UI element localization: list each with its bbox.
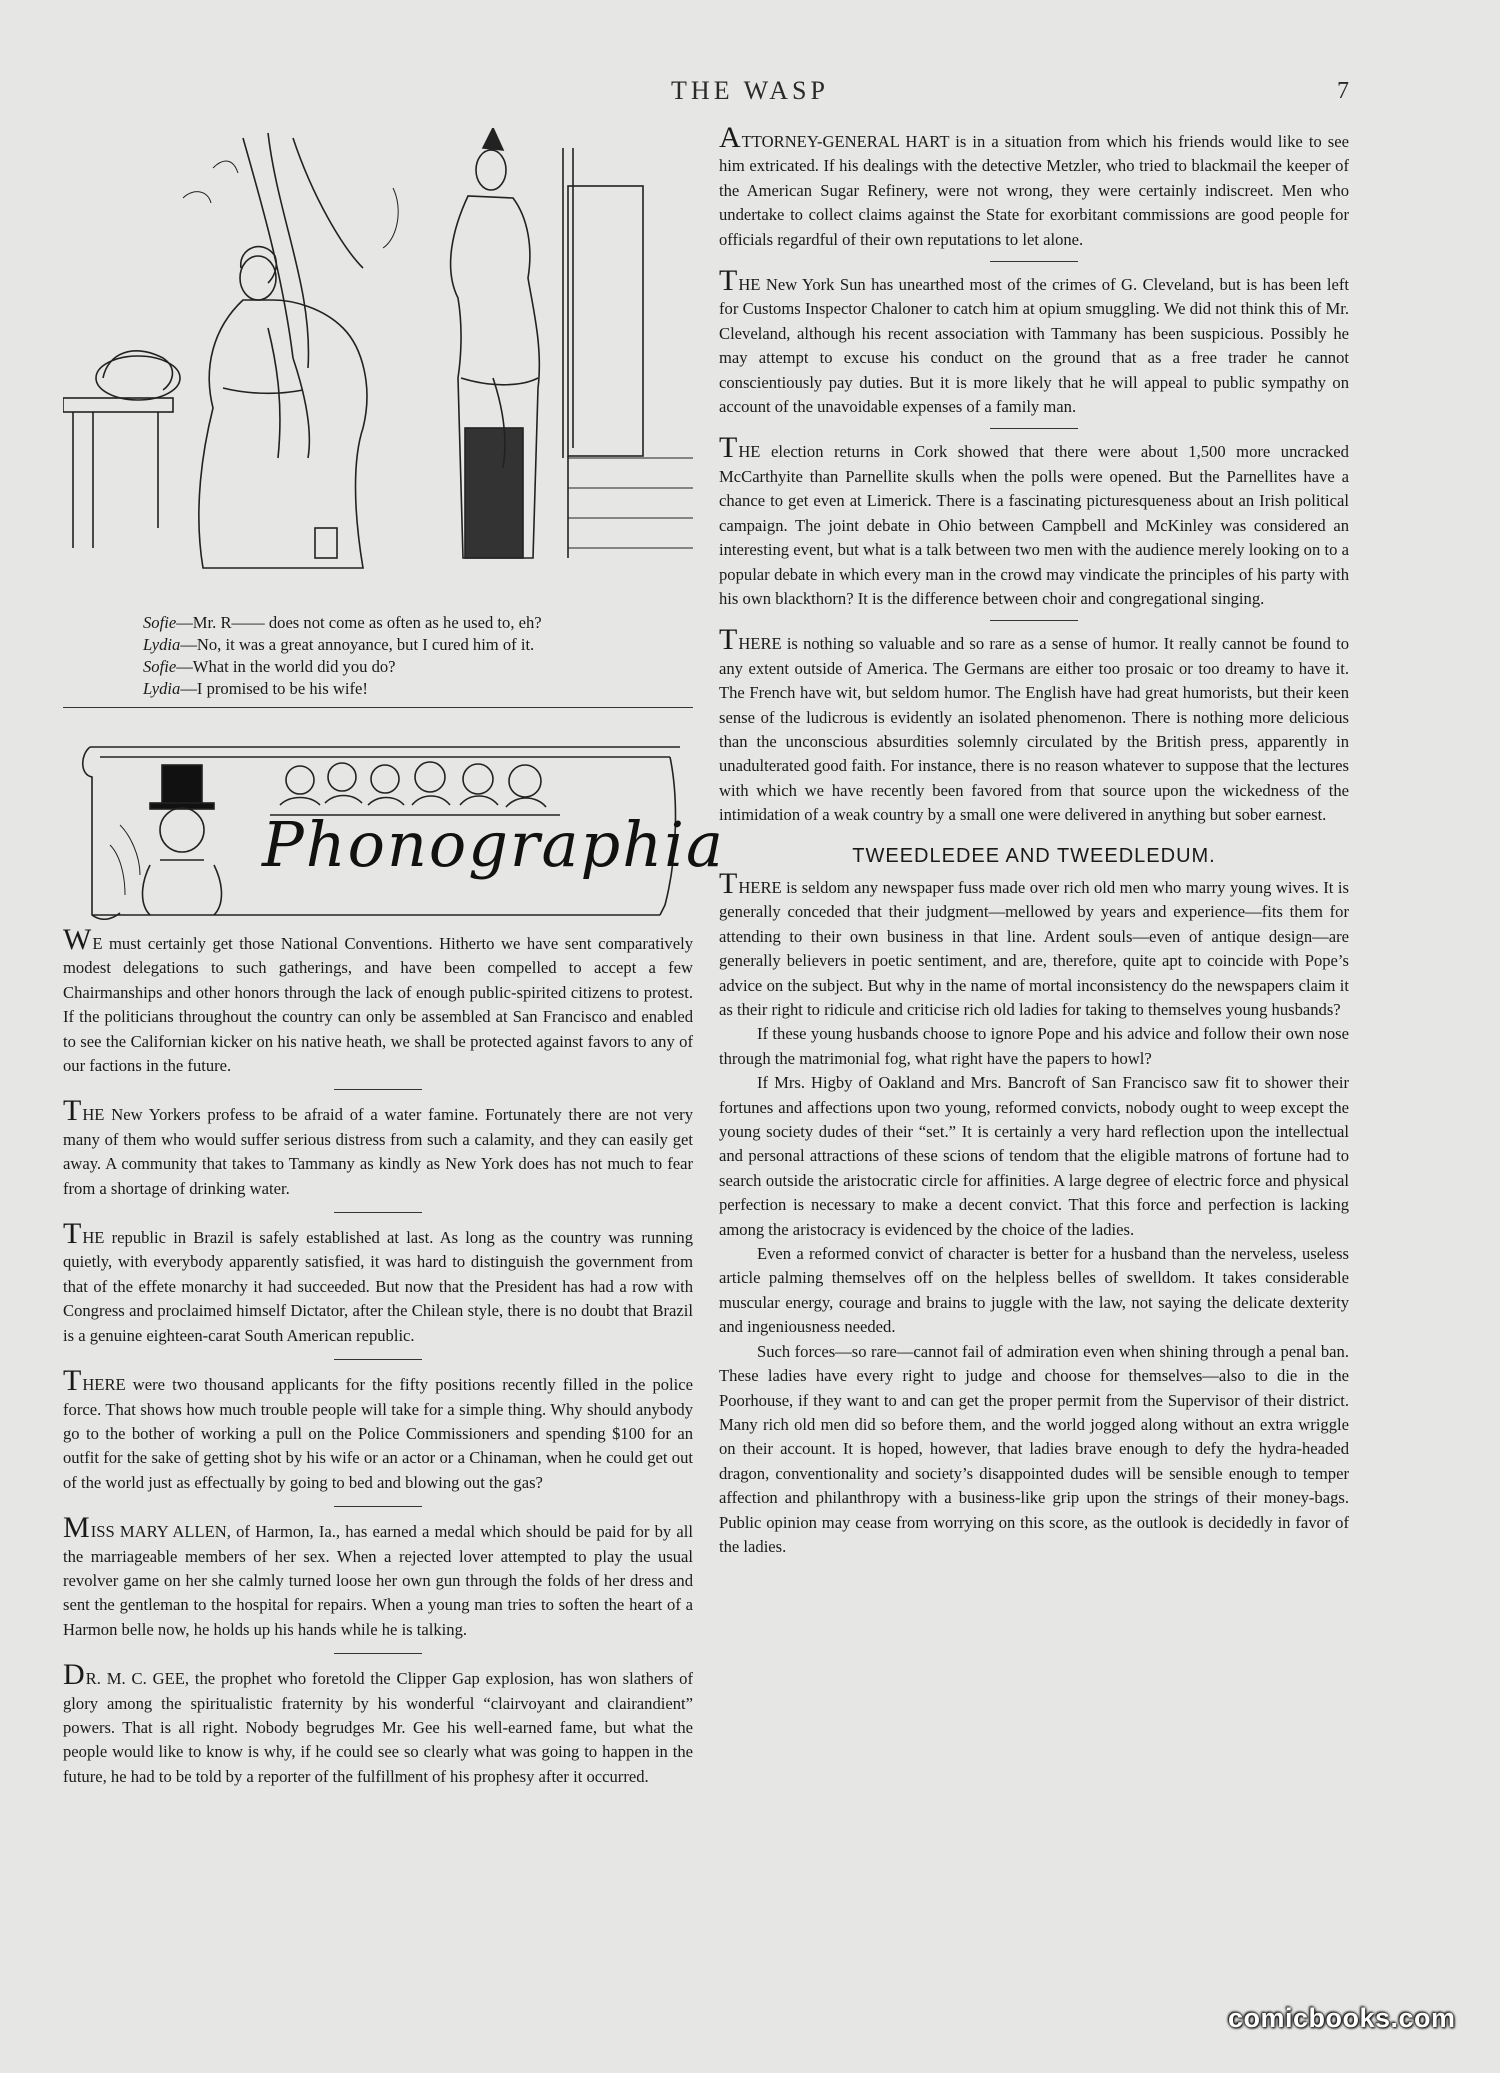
- article-paragraph: [63, 1217, 693, 1348]
- right-column: [719, 121, 1350, 1559]
- paragraph-body: really cannot be found to any extent outside of America. The Germans are either too prosaic or too dreamy to have it. The French have wit, but seldom humor. The English have had great humorists, but their keen sense of the ludicrous is evidently an isolated phenomenon. There is nothing more delicious than the unconscious absurdities solemnly circulated by the British press, apparently in unadulterated good faith. For instance, there is no reason whatever to suppose that the lectures with which we have recently been favored from that source upon the wickedness of the intimidation of a weak country by a small one were delivered in anything but sober earnest.: [719, 634, 1349, 825]
- article-paragraph: [63, 1658, 693, 1789]
- paragraph-divider: [990, 428, 1078, 429]
- drop-cap: T: [719, 623, 738, 657]
- caption-line: [143, 634, 663, 656]
- caption-text: —What in the world did you do?: [176, 657, 396, 676]
- caption-speaker: Sofie: [143, 613, 177, 632]
- caption-line: [143, 656, 663, 678]
- article-paragraph: [63, 1094, 694, 1201]
- paragraph-body: should be paid for by all the marriageable members of her sex. When a rejected lover attempted to play the usual revolver game on her she calmly turned loose her own gun through the folds of her dress and sent the gentleman to the hospital for repairs. When a young man tries to soften the heart of a Harmon belle now, he holds up his hands while he is talking.: [63, 1522, 693, 1639]
- paragraph-body: has won slathers of glory among the spiritualistic fraternity by his wonderful “clairvoyant and clairandient” powers. That is all right. Nobody begrudges Mr. Gee his well-earned fame, but what the people would like to know is why, if he could see so clearly what was going to happen in the future, he had to be told by a reporter of the fulfillment of his prophesy after it occurred.: [63, 1669, 693, 1786]
- drop-cap: T: [719, 866, 738, 900]
- paragraph-divider: [990, 261, 1078, 262]
- banner-title: Phonographia: [262, 808, 725, 881]
- drop-cap: A: [719, 121, 741, 154]
- article-paragraph: Even a reformed convict of character is better for a husband than the nerveless, useless article palming themselves off on the helpless belles of swelldom. It takes considerable muscular energy, courage and brains to juggle with the law, not saying the delicate dexterity and ingeniousness needed.: [719, 1244, 1349, 1337]
- paragraph-first-line: R. M. C. GEE, the prophet who foretold the Clipper Gap explosion,: [85, 1669, 555, 1689]
- caption-speaker: Sofie: [143, 657, 177, 676]
- paragraph-body: would like to see him extricated. If his dealings with the detective Metzler, who tried to blackmail the keeper of the American Sugar Refinery, were not wrong, they were certainly indiscreet. Men who undertake to collect claims against the State for exorbitant commissions are good people for officials regardful of their own reputations to let alone.: [719, 132, 1349, 249]
- paragraph-first-line: HERE were two thousand applicants for the fifty positions recently: [82, 1375, 556, 1395]
- paragraph-body: but is has been left for Customs Inspector Chaloner to catch him at opium smuggling. We did not think this of Mr. Cleveland, although his recent association with Tammany has been suspicious. Possibly he may attempt to excuse his conduct on the ground that as a free trader he cannot conscientiously pay duties. But it is more likely that he will appeal to public sympathy on account of the unavoidable expenses of a family man.: [719, 275, 1350, 417]
- drop-cap: T: [719, 264, 738, 298]
- caption-line: [143, 612, 663, 634]
- paragraph-divider: [334, 1089, 422, 1090]
- drop-cap: D: [63, 1658, 85, 1692]
- article-paragraph: [63, 1364, 693, 1495]
- paragraph-first-line: TTORNEY-GENERAL HART is in a situation from which his friends: [741, 132, 1225, 151]
- drop-cap: T: [63, 1364, 82, 1398]
- paragraph-first-line: HE election returns in Cork showed that there were about 1,500 more: [738, 442, 1271, 462]
- paragraph-divider: [334, 1506, 422, 1507]
- page-header-title: THE WASP: [671, 76, 829, 105]
- caption-speaker: Lydia: [143, 679, 181, 698]
- article-paragraph: If these young husbands choose to ignore Pope and his advice and follow their own nose through the matrimonial fog, what right have the papers to howl?: [719, 1024, 1349, 1068]
- article-paragraph: [719, 264, 1350, 419]
- paragraph-divider: [334, 1212, 422, 1213]
- page-number: 7: [1337, 78, 1349, 104]
- caption-speaker: Lydia: [143, 635, 181, 654]
- left-column: [63, 923, 694, 1789]
- source-watermark: comicbooks.com: [1228, 2003, 1456, 2033]
- paragraph-body: filled in the police force. That shows how much trouble people will take for a simple thing. Why should anybody go to the bother of working a pull on the Police Commissioners and spending $100 for an outfit for the sake of getting shot by his wife or an actor or a Chinaman, when he could get out of the world just as effectually by going to bed and blowing out the gas?: [63, 1375, 693, 1492]
- article-paragraph: If Mrs. Higby of Oakland and Mrs. Bancroft of San Francisco saw fit to shower their fortunes and affections upon two young, reformed convicts, nobody ought to weep except the young society dudes of their “set.” It is certainly a very hard reflection upon the intellectual and personal attractions of these scions of tendom that the eligible matrons of fortune had to search outside the aristocratic circle for affinities. A large degree of electric force and physical perfection is necessary to make a decent convict. That this force and perfection is lacking among the aristocracy is evidenced by the choice of the ladies.: [719, 1073, 1349, 1239]
- caption-text: —No, it was a great annoyance, but I cured him of it.: [180, 635, 535, 654]
- paragraph-first-line: HE New Yorkers profess to be afraid of a water famine. Fortunately: [82, 1105, 562, 1125]
- article-paragraph: [719, 431, 1349, 611]
- caption-text: —I promised to be his wife!: [180, 679, 368, 698]
- paragraph-first-line: HE New York Sun has unearthed most of the crimes of G. Cleveland,: [738, 275, 1215, 295]
- paragraph-first-line: HE republic in Brazil is safely established at last. As long as the: [82, 1228, 544, 1248]
- article-paragraph: [719, 121, 1349, 252]
- paragraph-divider: [334, 1359, 422, 1360]
- section-heading: TWEEDLEDEE AND TWEEDLEDUM.: [852, 844, 1216, 867]
- paragraph-divider: [334, 1653, 422, 1654]
- paragraph-first-line: HERE is seldom any newspaper fuss made over rich old men who: [738, 877, 1182, 897]
- paragraph-body: there are not very many of them who would suffer serious distress from such a calamity, and they can easily get away. A community that takes to Tammany as kindly as New York does has not much to fear from a shortage of drinking water.: [63, 1105, 694, 1198]
- paragraph-body: marry young wives. It is generally conceded that their judgment—mellowed by years and experience—fits them for attending to their own business in that line. Ardent souls—even of antique design—are generally believers in poetic sentiment, and are, therefore, quite apt to coincide with Pope’s advice on the subject. But why in the name of mortal inconsistency do the newspapers claim it as their right to ridicule and criticise rich old ladies for taking to themselves young husbands?: [719, 877, 1349, 1019]
- paragraph-body: uncracked McCarthyite than Parnellite skulls when the polls were opened. But the Parnellites have a chance to get even at Limerick. There is a fascinating picturesqueness about an Irish political campaign. The joint debate in Ohio between Campbell and McKinley was considered an interesting event, but what is a talk between two men with the audience merely looking on to a popular debate in which every man in the crowd may vindicate the principles of his party with his own blackthorn? It is the difference between choir and congregational singing.: [719, 442, 1349, 608]
- paragraph-body: country was running quietly, with everybody apparently satisfied, it was hard to distinguish the government from that of the effete monarchy it had succeeded. But now that the President has had a row with Congress and proclaimed himself Dictator, after the Chilean style, there is no doubt that Brazil is a genuine eighteen-carat South American republic.: [63, 1228, 693, 1345]
- article-paragraph: [63, 923, 693, 1078]
- drop-cap: T: [63, 1094, 82, 1128]
- paragraph-first-line: ISS MARY ALLEN, of Harmon, Ia., has earned a medal which: [90, 1522, 521, 1542]
- article-paragraph: Such forces—so rare—cannot fail of admiration even when shining through a penal ban. These ladies have every right to judge and choose for themselves—also to die in the Poorhouse, if they want to and can get the proper permit from the Supervisor of their district. Many rich old men did so before them, and the world jogged along without an extra wriggle on their account. It is hoped, however, that ladies brave enough to defy the hydra-headed dragon, conventionality and society’s disappointed dudes will be sensible enough to temper affection and philanthropy with a business-like grip upon the strings of their money-bags. Public opinion may cease from worrying on this score, as the outlook is decidedly in favor of the ladies.: [719, 1341, 1349, 1556]
- article-paragraph: [719, 623, 1349, 827]
- paragraph-divider: [990, 620, 1078, 621]
- article-paragraph: [63, 1511, 693, 1642]
- caption-text: —Mr. R—— does not come as often as he used to, eh?: [176, 613, 542, 632]
- cartoon-caption: [143, 612, 663, 700]
- article-paragraph: [719, 866, 1349, 1022]
- section-rule: [63, 707, 693, 708]
- caption-line: [143, 678, 663, 700]
- paragraph-first-line: HERE is nothing so valuable and so rare as a sense of humor. It: [738, 634, 1174, 654]
- paragraph-first-line: E must certainly get those National Conventions. Hitherto we have: [92, 934, 559, 953]
- drop-cap: W: [63, 923, 92, 956]
- paragraph-body: sent comparatively modest delegations to such gatherings, and have been compelled to accept a few Chairmanships and other honors through the lack of enough public-spirited citizens to protest. If the politicians throughout the country can only be assembled at San Francisco and enabled to see the Californian kicker on his native heath, we shall be protected against favors to any of our factions in the future.: [63, 934, 693, 1076]
- drop-cap: T: [719, 431, 738, 465]
- drop-cap: T: [63, 1217, 82, 1251]
- drop-cap: M: [63, 1511, 90, 1545]
- cartoon-illustration: [63, 128, 693, 608]
